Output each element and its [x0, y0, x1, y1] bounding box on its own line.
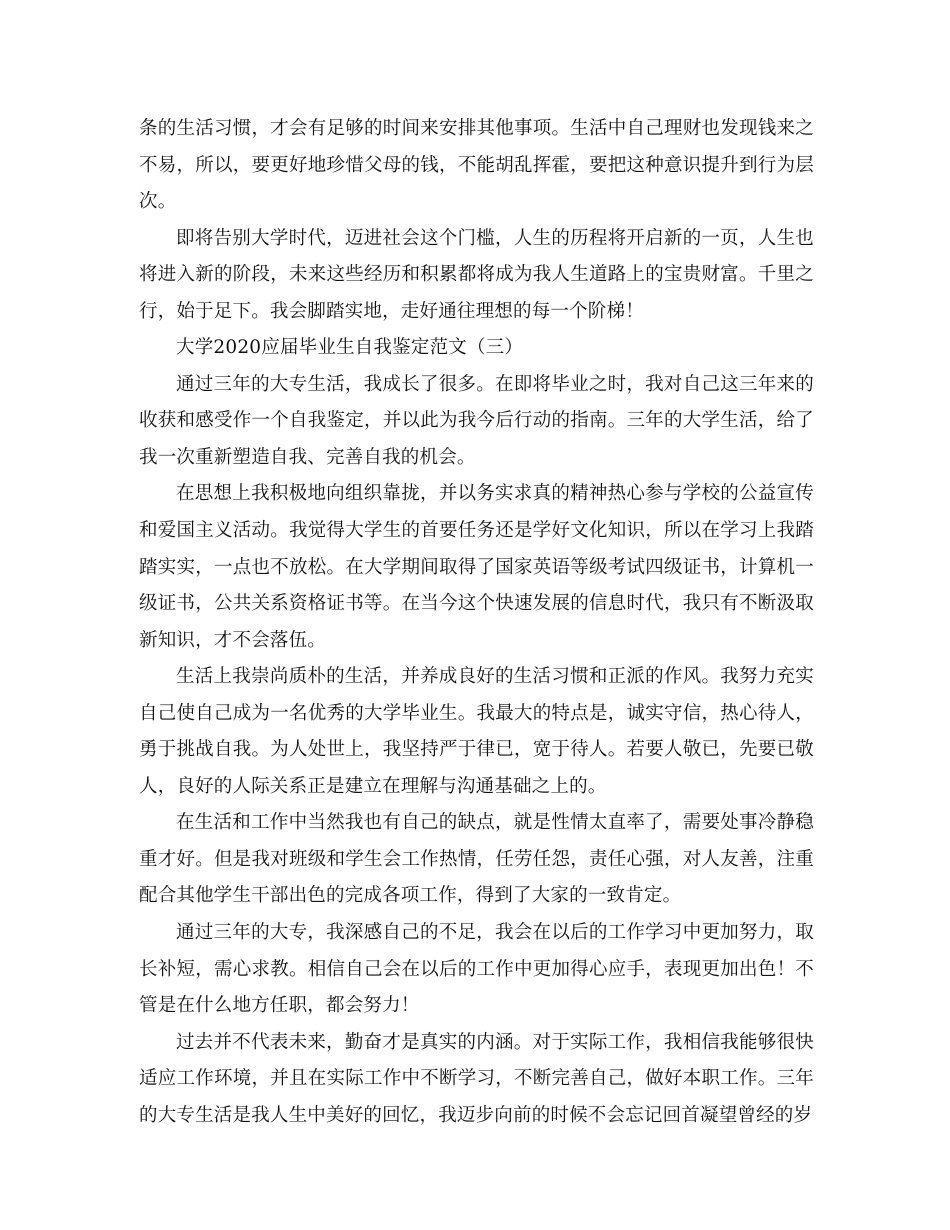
paragraph-life: 生活上我崇尚质朴的生活，并养成良好的生活习惯和正派的作风。我努力充实自己使自己成为一名优秀的大学毕业生。我最大的特点是，诚实守信，热心待人，勇于挑战自我。为人处世上，我坚持严于律已，宽于待人。若要人敬已，先要已敬人，良好的人际关系正是建立在理解与沟通基础之上的。 — [139, 666, 814, 797]
section-title: 大学2020应届毕业生自我鉴定范文（三） — [176, 337, 524, 359]
paragraph-intro: 通过三年的大专生活，我成长了很多。在即将毕业之时，我对自己这三年来的收获和感受作一个自我鉴定，并以此为我今后行动的指南。三年的大学生活，给了我一次重新塑造自我、完善自我的机会。 — [139, 373, 814, 468]
paragraph-thought-study: 在思想上我积极地向组织靠拢，并以务实求真的精神热心参与学校的公益宣传和爱国主义活动。我觉得大学生的首要任务还是学好文化知识，所以在学习上我踏踏实实，一点也不放松。在大学期间取得了国家英语等级考试四级证书，计算机一级证书，公共关系资格证书等。在当今这个快速发展的信息时代，我只有不断汲取新知识，才不会落伍。 — [139, 483, 814, 651]
paragraph-farewell: 即将告别大学时代，迈进社会这个门槛，人生的历程将开启新的一页，人生也将进入新的阶段，未来这些经历和积累都将成为我人生道路上的宝贵财富。千里之行，始于足下。我会脚踏实地，走好通往理想的每一个阶梯！ — [139, 227, 814, 322]
document-body — [139, 111, 814, 1134]
paragraph-reflection: 通过三年的大专，我深感自己的不足，我会在以后的工作学习中更加努力，取长补短，需心求教。相信自己会在以后的工作中更加得心应手，表现更加出色！不管是在什么地方任职，都会努力！ — [139, 922, 814, 1017]
paragraph-future: 过去并不代表未来，勤奋才是真实的内涵。对于实际工作，我相信我能够很快适应工作环境，并且在实际工作中不断学习，不断完善自己，做好本职工作。三年的大专生活是我人生中美好的回忆，我迈步向前的时候不会忘记回首凝望曾经的岁 — [139, 1031, 814, 1126]
paragraph-continuation: 条的生活习惯，才会有足够的时间来安排其他事项。生活中自己理财也发现钱来之不易，所以，要更好地珍惜父母的钱，不能胡乱挥霍，要把这种意识提升到行为层次。 — [139, 118, 814, 213]
paragraph-shortcomings: 在生活和工作中当然我也有自己的缺点，就是性情太直率了，需要处事冷静稳重才好。但是我对班级和学生会工作热情，任劳任怨，责任心强，对人友善，注重配合其他学生干部出色的完成各项工作，得到了大家的一致肯定。 — [139, 812, 814, 907]
